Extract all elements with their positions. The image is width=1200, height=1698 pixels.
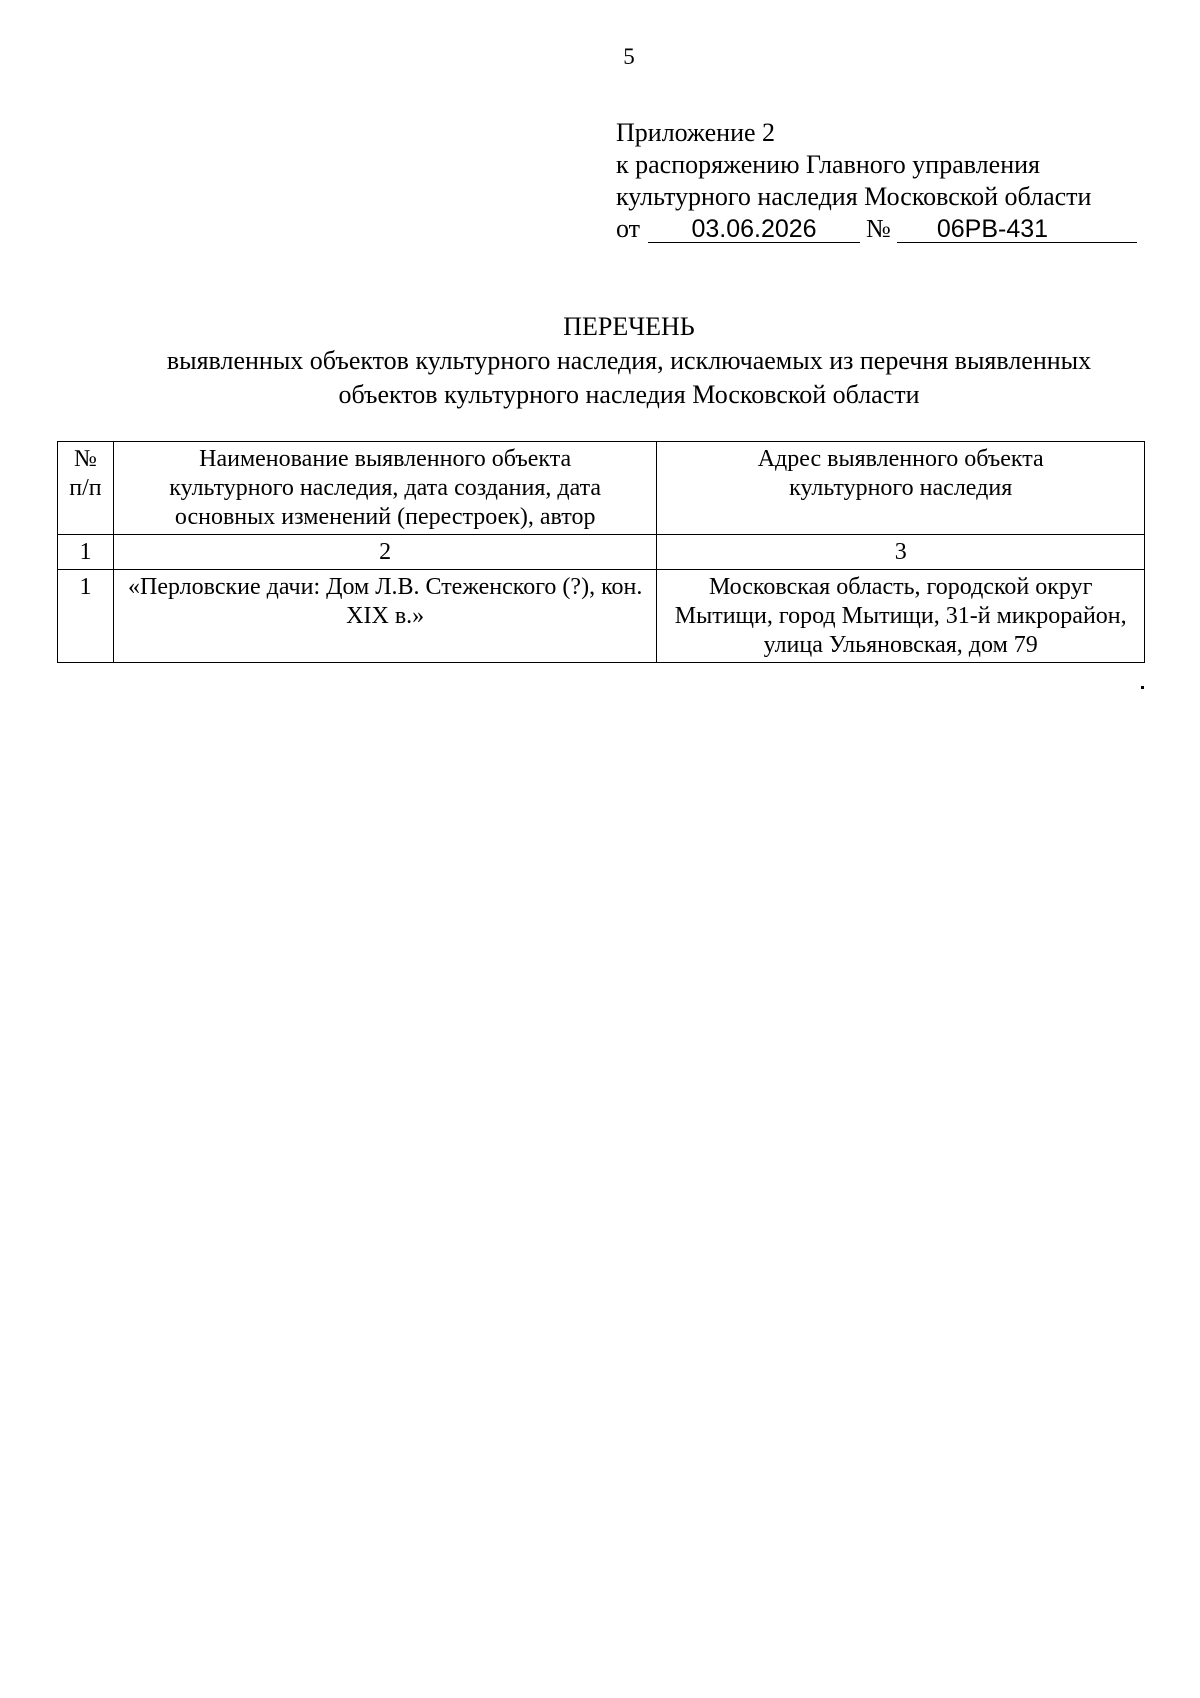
page-number: 5 (623, 44, 635, 69)
decree-date: 03.06.2026 (648, 216, 860, 243)
trailing-dot (1141, 686, 1144, 689)
header-address: Адрес выявленного объекта культурного наследия (657, 442, 1145, 535)
column-number: 3 (657, 535, 1145, 570)
header-number-symbol: № (74, 446, 97, 472)
from-label: от (616, 214, 641, 243)
object-address: Московская область, городской округ Мытищи, город Мытищи, 31-й микрорайон, улица Ульяновская, дом 79 (657, 570, 1145, 663)
appendix-header (616, 117, 1137, 245)
list-title: ПЕРЕЧЕНЬ (563, 312, 695, 341)
objects-table (57, 441, 1145, 663)
appendix-title: Приложение 2 (616, 118, 776, 147)
appendix-date-line (616, 213, 1137, 245)
object-name: «Перловские дачи: Дом Л.В. Стеженского (?), кон. XIX в.» (113, 570, 656, 663)
table-row (58, 570, 1145, 663)
list-title-block (0, 310, 1200, 412)
row-number: 1 (58, 570, 114, 663)
column-number: 2 (113, 535, 656, 570)
number-label: № (866, 214, 891, 243)
list-subtitle-line1: выявленных объектов культурного наследия, исключаемых из перечня выявленных (166, 346, 1092, 375)
header-number-abbr: п/п (69, 475, 102, 501)
appendix-line-decree: к распоряжению Главного управления (616, 150, 1040, 179)
column-number: 1 (58, 535, 114, 570)
header-name: Наименование выявленного объекта культурного наследия, дата создания, дата основных изменений (перестроек), автор (113, 442, 656, 535)
list-subtitle-line2: объектов культурного наследия Московской области (338, 380, 920, 409)
table-header-row (58, 442, 1145, 535)
header-number (58, 442, 114, 535)
appendix-line-authority: культурного наследия Московской области (616, 182, 1092, 211)
decree-number: 06РВ-431 (897, 216, 1137, 243)
column-number-row (58, 535, 1145, 570)
